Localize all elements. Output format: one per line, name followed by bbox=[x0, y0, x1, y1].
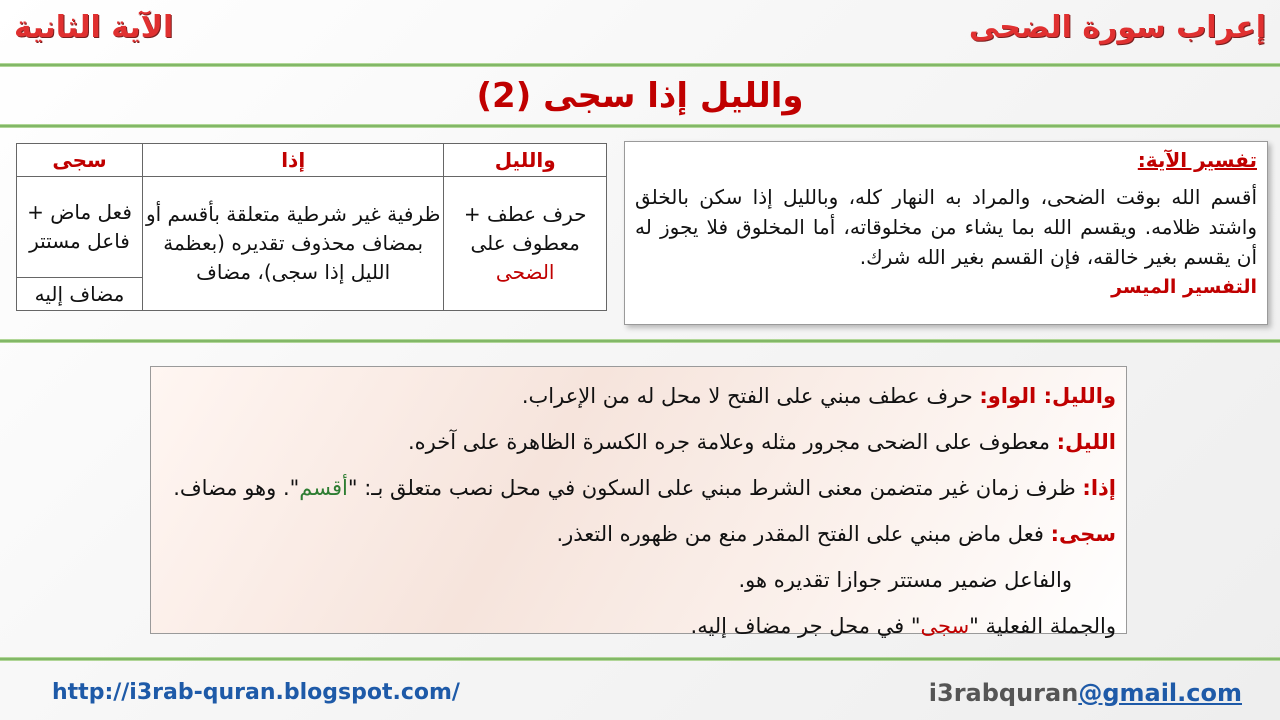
table-header-row bbox=[17, 144, 607, 177]
irab-text-idha: ظرف زمان غير متضمن معنى الشرط مبني على السكون في محل نصب متعلق بـ: " bbox=[347, 476, 1083, 500]
email-domain: @gmail.com bbox=[1078, 679, 1242, 707]
irab-label-idha: إذا: bbox=[1082, 476, 1116, 500]
lesson-title: إعراب سورة الضحى bbox=[968, 10, 1266, 45]
irab-line-waw bbox=[161, 373, 1116, 419]
irab-label-waw: والليل: الواو: bbox=[979, 384, 1116, 408]
verse-title: والليل إذا سجى (2) bbox=[476, 76, 804, 116]
irab-line-fail: والفاعل ضمير مستتر جوازا تقديره هو. bbox=[738, 568, 1072, 592]
tafsir-box bbox=[624, 141, 1268, 325]
irab-label-layl: الليل: bbox=[1056, 430, 1116, 454]
irab-summary-table bbox=[16, 143, 607, 311]
table-header-saja: سجى bbox=[17, 144, 143, 177]
irab-text-jumla-pre: والجملة الفعلية " bbox=[969, 614, 1116, 638]
tafsir-heading: تفسير الآية: bbox=[1137, 148, 1257, 172]
irab-text-saja: فعل ماض مبني على الفتح المقدر منع من ظهوره التعذر. bbox=[556, 522, 1051, 546]
tafsir-source: التفسير الميسر bbox=[1111, 276, 1257, 298]
table-cell-wallayl bbox=[444, 177, 607, 311]
tafsir-body: أقسم الله بوقت الضحى، والمراد به النهار كله، وبالليل إذا سكن بالخلق واشتد ظلامه. ويقسم الله بما يشاء من مخلوقاته، أما المخلوق فلا يجوز له أن يقسم بغير خالقه، فإن القسم بغير الله شرك. bbox=[635, 185, 1257, 269]
irab-label-saja: سجى: bbox=[1050, 522, 1116, 546]
table-row bbox=[17, 177, 607, 278]
divider-middle bbox=[0, 339, 1280, 343]
irab-highlight-saja: سجى bbox=[920, 614, 970, 638]
table-cell-saja: فعل ماض + فاعل مستتر bbox=[17, 177, 143, 278]
irab-text-jumla-post: " في محل جر مضاف إليه. bbox=[690, 614, 921, 638]
cell-wallayl-highlight: الضحى bbox=[495, 260, 555, 284]
table-cell-idha: ظرفية غير شرطية متعلقة بأقسم أو بمضاف محذوف تقديره (بعظمة الليل إذا سجى)، مضاف bbox=[142, 177, 443, 311]
irab-text-layl: معطوف على الضحى مجرور مثله وعلامة جره الكسرة الظاهرة على آخره. bbox=[407, 430, 1057, 454]
divider-bottom bbox=[0, 657, 1280, 661]
irab-text-idha-tail: ". وهو مضاف. bbox=[173, 476, 300, 500]
irab-line-idha bbox=[161, 465, 1116, 511]
divider-verse bbox=[0, 124, 1280, 128]
irab-line-saja bbox=[161, 511, 1116, 557]
irab-line-jumla bbox=[161, 603, 1116, 649]
table-cell-saja-mudaf: مضاف إليه bbox=[17, 278, 143, 311]
verse-number-label: الآية الثانية bbox=[14, 10, 174, 45]
table-header-idha: إذا bbox=[142, 144, 443, 177]
divider-top bbox=[0, 63, 1280, 67]
blog-link[interactable]: http://i3rab-quran.blogspot.com/ bbox=[52, 680, 460, 705]
table-header-wallayl: والليل bbox=[444, 144, 607, 177]
detailed-irab-box bbox=[150, 366, 1127, 638]
irab-line-layl bbox=[161, 419, 1116, 465]
irab-highlight-aqsam: أقسم bbox=[299, 476, 348, 500]
cell-wallayl-text: حرف عطف + معطوف على bbox=[463, 202, 587, 255]
email-link[interactable] bbox=[929, 679, 1242, 707]
irab-text-waw: حرف عطف مبني على الفتح لا محل له من الإعراب. bbox=[521, 384, 980, 408]
email-user: i3rabquran bbox=[928, 679, 1079, 707]
